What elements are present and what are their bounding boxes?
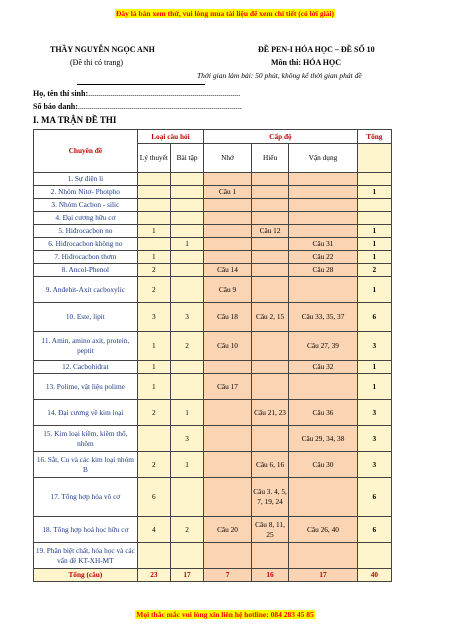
teacher-name: THẦY NGUYỄN NGỌC ANH (50, 45, 155, 54)
cell-vd (289, 543, 358, 569)
cell-tong: 3 (357, 452, 391, 478)
cell-hieu (251, 173, 288, 186)
cell-topic: 17. Tổng hợp hóa vô cơ (34, 478, 138, 517)
table-row (34, 225, 392, 238)
cell-tong: 6 (357, 303, 391, 332)
cell-hieu: Câu 6, 16 (251, 452, 288, 478)
cell-nho (204, 238, 252, 251)
table-row (34, 517, 392, 543)
candidate-id-label: Số báo danh: (33, 102, 78, 111)
cell-bt (170, 277, 203, 303)
cell-nho (204, 452, 252, 478)
total-cell-bt: 17 (170, 569, 203, 582)
cell-topic: 9. Anđehit-Axit cacboxylic (34, 277, 138, 303)
cell-topic: 5. Hiđrocacbon no (34, 225, 138, 238)
cell-vd (289, 374, 358, 400)
cell-lt (137, 238, 170, 251)
total-cell-lt: 23 (137, 569, 170, 582)
cell-topic: 11. Amin, amino axit, protein, peptit (34, 332, 138, 361)
cell-nho (204, 426, 252, 452)
cell-bt (170, 186, 203, 199)
cell-bt: 1 (170, 400, 203, 426)
cell-vd: Câu 30 (289, 452, 358, 478)
cell-topic: 1. Sự điện li (34, 173, 138, 186)
cell-vd: Câu 26, 40 (289, 517, 358, 543)
header-total-blank (357, 144, 391, 173)
cell-tong (357, 543, 391, 569)
cell-tong: 1 (357, 277, 391, 303)
cell-tong: 2 (357, 264, 391, 277)
cell-vd (289, 212, 358, 225)
cell-lt (137, 212, 170, 225)
cell-tong: 3 (357, 332, 391, 361)
cell-nho: Câu 10 (204, 332, 252, 361)
cell-hieu: Câu 21, 23 (251, 400, 288, 426)
cell-hieu: Câu 2, 15 (251, 303, 288, 332)
cell-vd: Câu 28 (289, 264, 358, 277)
hotline-notice-text: Mọi thắc mắc vui lòng xin liên hệ hotline: 084 283 45 85 (136, 610, 314, 619)
table-row (34, 303, 392, 332)
cell-topic: 2. Nhóm Nitơ- Photpho (34, 186, 138, 199)
cell-bt (170, 374, 203, 400)
cell-hieu (251, 332, 288, 361)
cell-lt (137, 426, 170, 452)
cell-nho (204, 251, 252, 264)
cell-bt (170, 251, 203, 264)
table-row (34, 251, 392, 264)
cell-vd (289, 478, 358, 517)
cell-nho (204, 478, 252, 517)
cell-topic: 13. Polime, vật liệu polime (34, 374, 138, 400)
cell-lt: 1 (137, 332, 170, 361)
cell-topic: 15. Kim loại kiềm, kiềm thổ, nhôm (34, 426, 138, 452)
candidate-name-row (33, 89, 240, 98)
total-cell-nho: 7 (204, 569, 252, 582)
cell-vd: Câu 33, 35, 37 (289, 303, 358, 332)
cell-hieu: Câu 8, 11, 25 (251, 517, 288, 543)
hotline-notice (0, 610, 450, 619)
table-row (34, 426, 392, 452)
cell-bt: 3 (170, 426, 203, 452)
cell-nho (204, 225, 252, 238)
cell-vd: Câu 27, 39 (289, 332, 358, 361)
cell-hieu: Câu 12 (251, 225, 288, 238)
cell-lt: 2 (137, 264, 170, 277)
cell-nho: Câu 17 (204, 374, 252, 400)
table-row (34, 199, 392, 212)
cell-tong: 6 (357, 517, 391, 543)
cell-vd (289, 277, 358, 303)
cell-nho (204, 361, 252, 374)
cell-nho: Câu 20 (204, 517, 252, 543)
table-row (34, 400, 392, 426)
time-note: Thời gian làm bài: 50 phút, không kể thời gian phát đề (197, 71, 362, 80)
table-row (34, 452, 392, 478)
cell-lt: 6 (137, 478, 170, 517)
header-exercise: Bài tập (170, 144, 203, 173)
cell-topic: 10. Este, lipit (34, 303, 138, 332)
cell-hieu (251, 212, 288, 225)
cell-topic: 4. Đại cương hữu cơ (34, 212, 138, 225)
total-row (34, 569, 392, 582)
cell-bt: 2 (170, 332, 203, 361)
cell-tong: 1 (357, 238, 391, 251)
cell-tong: 6 (357, 478, 391, 517)
cell-topic: 18. Tổng hợp hoá học hữu cơ (34, 517, 138, 543)
table-row (34, 173, 392, 186)
cell-bt (170, 264, 203, 277)
cell-hieu (251, 251, 288, 264)
cell-nho (204, 212, 252, 225)
table-row (34, 277, 392, 303)
total-cell-hieu: 16 (251, 569, 288, 582)
cell-hieu (251, 374, 288, 400)
cell-vd (289, 225, 358, 238)
cell-vd (289, 199, 358, 212)
cell-vd: Câu 31 (289, 238, 358, 251)
cell-hieu (251, 426, 288, 452)
cell-hieu (251, 186, 288, 199)
cell-lt: 4 (137, 517, 170, 543)
cell-tong (357, 173, 391, 186)
table-row (34, 543, 392, 569)
cell-bt: 1 (170, 452, 203, 478)
exam-matrix-table (33, 129, 392, 582)
cell-nho (204, 199, 252, 212)
cell-bt: 1 (170, 238, 203, 251)
table-row (34, 478, 392, 517)
header-question-type: Loại câu hỏi (137, 130, 203, 144)
cell-nho (204, 543, 252, 569)
cell-bt: 3 (170, 303, 203, 332)
cell-bt (170, 225, 203, 238)
pages-note: (Đề thi có trang) (70, 58, 124, 67)
cell-nho: Câu 9 (204, 277, 252, 303)
header-total: Tổng (357, 130, 391, 144)
cell-topic: 3. Nhóm Cacbon - silic (34, 199, 138, 212)
subject-line: Môn thi: HÓA HỌC (271, 58, 342, 67)
section-title: I. MA TRẬN ĐỀ THI (33, 115, 117, 125)
header-understand: Hiểu (251, 144, 288, 173)
cell-vd: Câu 36 (289, 400, 358, 426)
cell-topic: 12. Cacbohiđrat (34, 361, 138, 374)
cell-topic: 19. Phân biệt chất, hóa học và các vấn đề KT-XH-MT (34, 543, 138, 569)
cell-lt: 2 (137, 452, 170, 478)
cell-nho (204, 400, 252, 426)
preview-notice (0, 9, 450, 18)
cell-tong (357, 212, 391, 225)
cell-lt: 1 (137, 374, 170, 400)
cell-topic: 8. Ancol-Phenol (34, 264, 138, 277)
cell-hieu (251, 199, 288, 212)
cell-bt (170, 478, 203, 517)
preview-notice-text: Đây là bản xem thử, vui lòng mua tài liệu để xem chi tiết (có lời giải) (115, 9, 335, 18)
total-cell-tong: 40 (357, 569, 391, 582)
cell-topic: 14. Đại cương về kim loại (34, 400, 138, 426)
header-row-1 (34, 130, 392, 144)
table-row (34, 361, 392, 374)
cell-bt (170, 361, 203, 374)
cell-lt: 1 (137, 251, 170, 264)
cell-vd: Câu 29, 34, 38 (289, 426, 358, 452)
cell-tong: 1 (357, 251, 391, 264)
cell-vd: Câu 22 (289, 251, 358, 264)
cell-tong: 3 (357, 426, 391, 452)
cell-bt: 2 (170, 517, 203, 543)
cell-topic: 16. Sắt, Cu và các kim loại nhóm B (34, 452, 138, 478)
candidate-id-row (33, 102, 242, 111)
table-row (34, 374, 392, 400)
cell-nho: Câu 18 (204, 303, 252, 332)
cell-hieu (251, 361, 288, 374)
candidate-id-dots: .................................................................................. (77, 102, 242, 111)
header-theory: Lý thuyết (137, 144, 170, 173)
cell-tong: 1 (357, 225, 391, 238)
table-row (34, 186, 392, 199)
cell-lt: 3 (137, 303, 170, 332)
cell-tong (357, 199, 391, 212)
cell-hieu (251, 543, 288, 569)
header-apply: Vận dụng (289, 144, 358, 173)
header-underline (77, 84, 205, 85)
cell-topic: 7. Hiđrocacbon thơm (34, 251, 138, 264)
total-cell-label: Tổng (câu) (34, 569, 138, 582)
cell-nho (204, 173, 252, 186)
matrix-body (34, 130, 392, 582)
cell-lt (137, 199, 170, 212)
cell-tong: 1 (357, 361, 391, 374)
cell-lt (137, 543, 170, 569)
cell-lt: 2 (137, 277, 170, 303)
cell-bt (170, 199, 203, 212)
candidate-name-dots: ............................................................................ (88, 89, 241, 98)
candidate-name-label: Họ, tên thí sinh: (33, 89, 89, 98)
cell-nho: Câu 14 (204, 264, 252, 277)
exam-title: ĐỀ PEN-I HÓA HỌC – ĐỀ SỐ 10 (258, 45, 375, 54)
cell-nho: Câu 1 (204, 186, 252, 199)
cell-lt (137, 186, 170, 199)
cell-lt: 1 (137, 361, 170, 374)
table-row (34, 238, 392, 251)
cell-lt: 1 (137, 225, 170, 238)
cell-vd (289, 186, 358, 199)
total-cell-vd: 17 (289, 569, 358, 582)
cell-vd (289, 173, 358, 186)
header-recall: Nhớ (204, 144, 252, 173)
cell-bt (170, 173, 203, 186)
cell-hieu (251, 238, 288, 251)
cell-bt (170, 212, 203, 225)
table-row (34, 332, 392, 361)
cell-tong: 1 (357, 186, 391, 199)
header-topic: Chuyên đề (34, 130, 138, 173)
cell-hieu (251, 264, 288, 277)
cell-bt (170, 543, 203, 569)
cell-tong: 1 (357, 374, 391, 400)
table-row (34, 264, 392, 277)
cell-topic: 6. Hiđrocacbon không no (34, 238, 138, 251)
cell-lt (137, 173, 170, 186)
cell-lt: 2 (137, 400, 170, 426)
header-level: Cấp độ (204, 130, 358, 144)
cell-tong: 3 (357, 400, 391, 426)
cell-hieu: Câu 3. 4, 5, 7, 19, 24 (251, 478, 288, 517)
table-row (34, 212, 392, 225)
cell-hieu (251, 277, 288, 303)
cell-vd: Câu 32 (289, 361, 358, 374)
